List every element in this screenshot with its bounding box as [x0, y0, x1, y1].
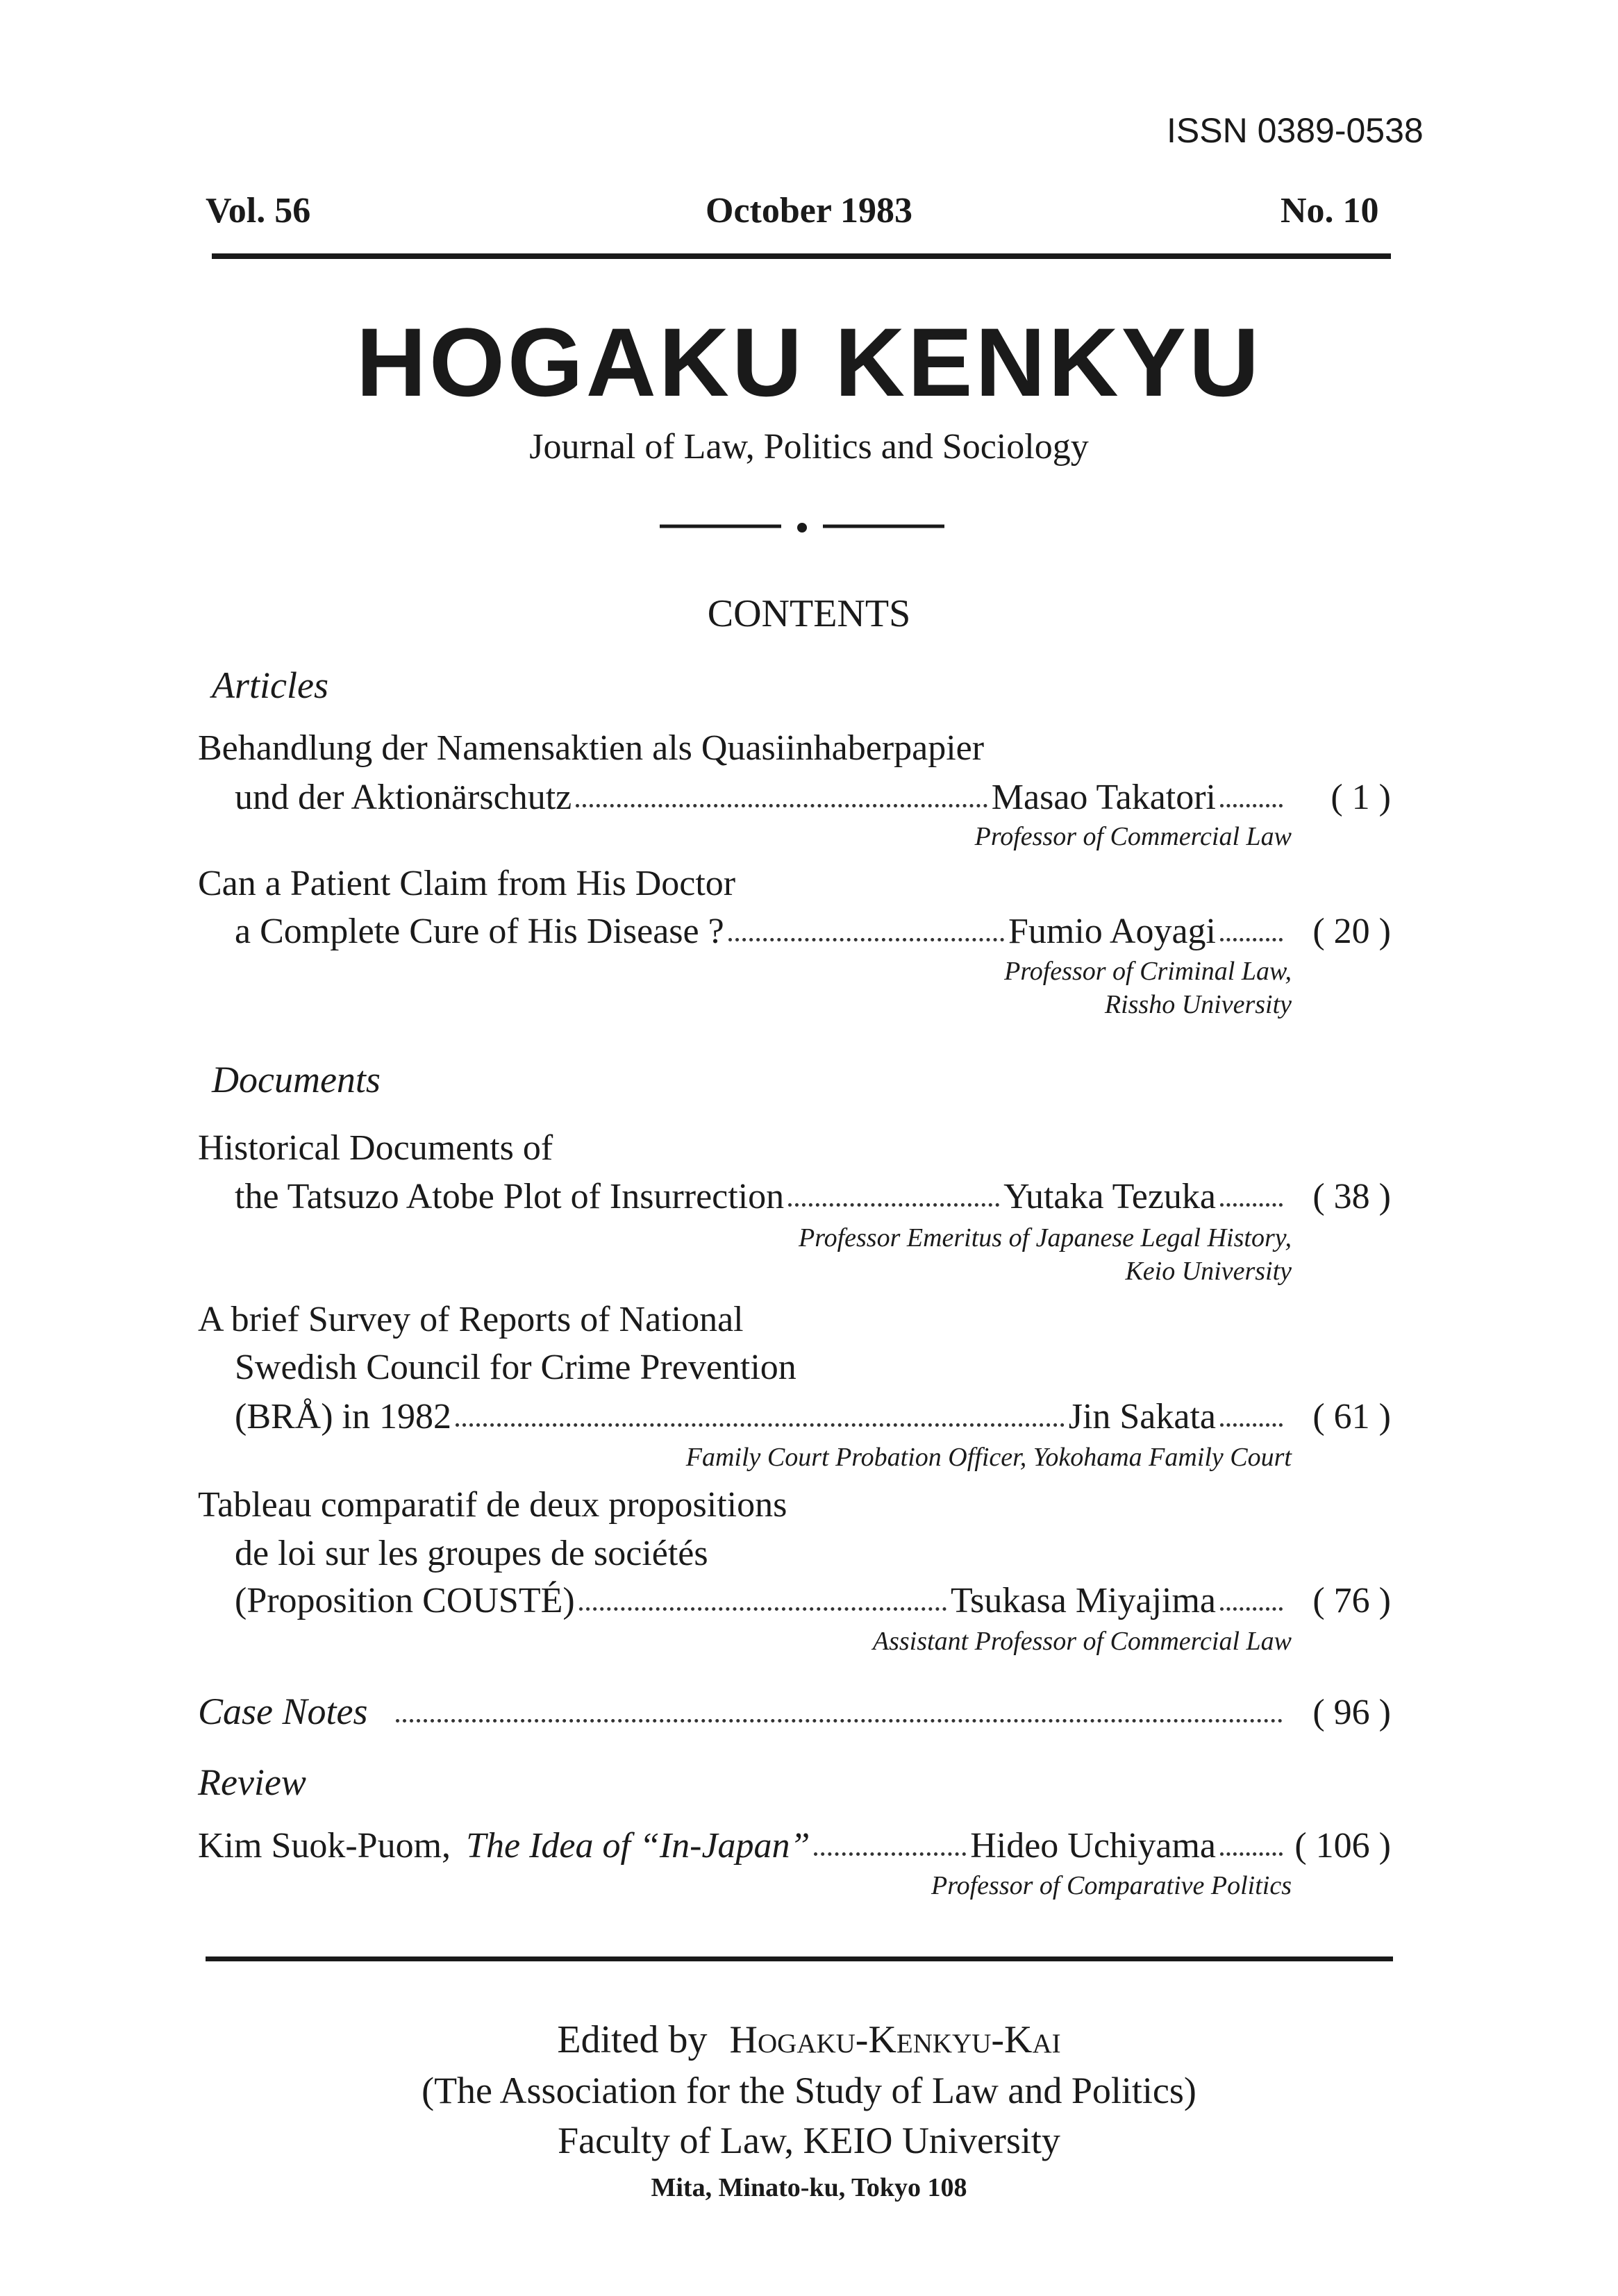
footer-rule	[206, 1956, 1393, 1961]
document-2-entry	[235, 1399, 1391, 1435]
contents-heading: CONTENTS	[707, 592, 911, 635]
review-affiliation: Professor of Comparative Politics	[931, 1871, 1292, 1900]
article-2-affiliation-line1: Professor of Criminal Law,	[1004, 957, 1292, 986]
dot-leader	[1220, 804, 1283, 807]
dot-leader	[456, 1423, 1065, 1427]
document-2-title-line2: Swedish Council for Crime Prevention	[235, 1348, 797, 1387]
article-1-title-line2: und der Aktionärschutz	[235, 778, 572, 817]
document-2-page: ( 61 )	[1312, 1397, 1391, 1436]
section-documents: Documents	[212, 1059, 381, 1100]
document-1-title-line2: the Tatsuzo Atobe Plot of Insurrection	[235, 1177, 785, 1216]
document-3-author: Tsukasa Miyajima	[951, 1581, 1216, 1620]
dot-leader	[396, 1719, 1283, 1723]
case-notes-page: ( 96 )	[1312, 1693, 1391, 1732]
document-3-title-line2: de loi sur les groupes de sociétés	[235, 1534, 708, 1573]
document-1-entry	[235, 1179, 1391, 1215]
document-1-title-line1: Historical Documents of	[198, 1128, 553, 1168]
document-3-affiliation: Assistant Professor of Commercial Law	[872, 1627, 1292, 1656]
article-2-title-line2: a Complete Cure of His Disease ?	[235, 912, 724, 951]
association-name: (The Association for the Study of Law and Politics)	[422, 2070, 1196, 2111]
dot-leader	[728, 938, 1004, 941]
journal-subtitle: Journal of Law, Politics and Sociology	[529, 427, 1089, 467]
section-articles: Articles	[212, 664, 328, 706]
article-2-entry	[235, 914, 1391, 950]
document-1-affiliation-line2: Keio University	[1125, 1257, 1292, 1286]
document-1-affiliation-line1: Professor Emeritus of Japanese Legal History,	[799, 1223, 1292, 1252]
document-3-entry	[235, 1583, 1391, 1619]
dot-leader	[788, 1203, 999, 1207]
issue-number: No. 10	[1281, 191, 1379, 231]
edited-by-line	[0, 2020, 1618, 2059]
article-2-affiliation-line2: Rissho University	[1104, 990, 1292, 1019]
journal-title: HOGAKU KENKYU	[356, 308, 1262, 417]
dot-leader	[814, 1852, 966, 1856]
article-1-author: Masao Takatori	[991, 778, 1216, 817]
article-2-page: ( 20 )	[1312, 912, 1391, 951]
review-author: Hideo Uchiyama	[970, 1826, 1216, 1866]
document-1-author: Yutaka Tezuka	[1003, 1177, 1216, 1216]
article-1-page: ( 1 )	[1331, 778, 1391, 817]
article-1-affiliation: Professor of Commercial Law	[974, 822, 1292, 851]
issn: ISSN 0389-0538	[1167, 111, 1424, 150]
dot-leader	[1220, 1852, 1283, 1856]
dot-leader	[1220, 1203, 1283, 1207]
ornament-divider	[660, 519, 944, 533]
dot-leader	[1220, 1607, 1283, 1611]
document-2-affiliation: Family Court Probation Officer, Yokohama Family Court	[685, 1443, 1292, 1472]
case-notes-entry	[198, 1693, 1391, 1731]
review-entry	[198, 1828, 1391, 1864]
document-2-title-line1: A brief Survey of Reports of National	[198, 1300, 744, 1339]
section-review: Review	[198, 1761, 306, 1803]
review-page: ( 106 )	[1294, 1826, 1391, 1866]
header-rule	[212, 253, 1391, 259]
document-1-page: ( 38 )	[1312, 1177, 1391, 1216]
review-title: The Idea of “In-Japan”	[466, 1826, 810, 1866]
volume-number: Vol. 56	[206, 191, 311, 231]
editor-name: Hogaku-Kenkyu-Kai	[729, 2018, 1061, 2061]
document-2-author: Jin Sakata	[1068, 1397, 1216, 1436]
dot-leader	[1220, 1423, 1283, 1427]
dot-leader	[1220, 938, 1283, 941]
document-2-title-line3: (BRÅ) in 1982	[235, 1397, 451, 1436]
dot-leader	[579, 1607, 946, 1611]
dot-leader	[576, 804, 987, 807]
document-3-page: ( 76 )	[1312, 1581, 1391, 1620]
article-1-title-line1: Behandlung der Namensaktien als Quasiinhaberpapier	[198, 728, 985, 768]
article-2-author: Fumio Aoyagi	[1008, 912, 1216, 951]
section-case-notes: Case Notes	[198, 1691, 368, 1732]
address: Mita, Minato-ku, Tokyo 108	[651, 2173, 967, 2202]
issue-date: October 1983	[706, 191, 912, 231]
faculty-name: Faculty of Law, KEIO University	[558, 2120, 1060, 2161]
article-1-entry	[235, 780, 1391, 816]
review-title-prefix: Kim Suok-Puom,	[198, 1826, 451, 1866]
edited-by-label: Edited by	[557, 2018, 708, 2061]
article-2-title-line1: Can a Patient Claim from His Doctor	[198, 864, 736, 903]
document-3-title-line1: Tableau comparatif de deux propositions	[198, 1485, 787, 1525]
document-3-title-line3: (Proposition COUSTÉ)	[235, 1581, 575, 1620]
